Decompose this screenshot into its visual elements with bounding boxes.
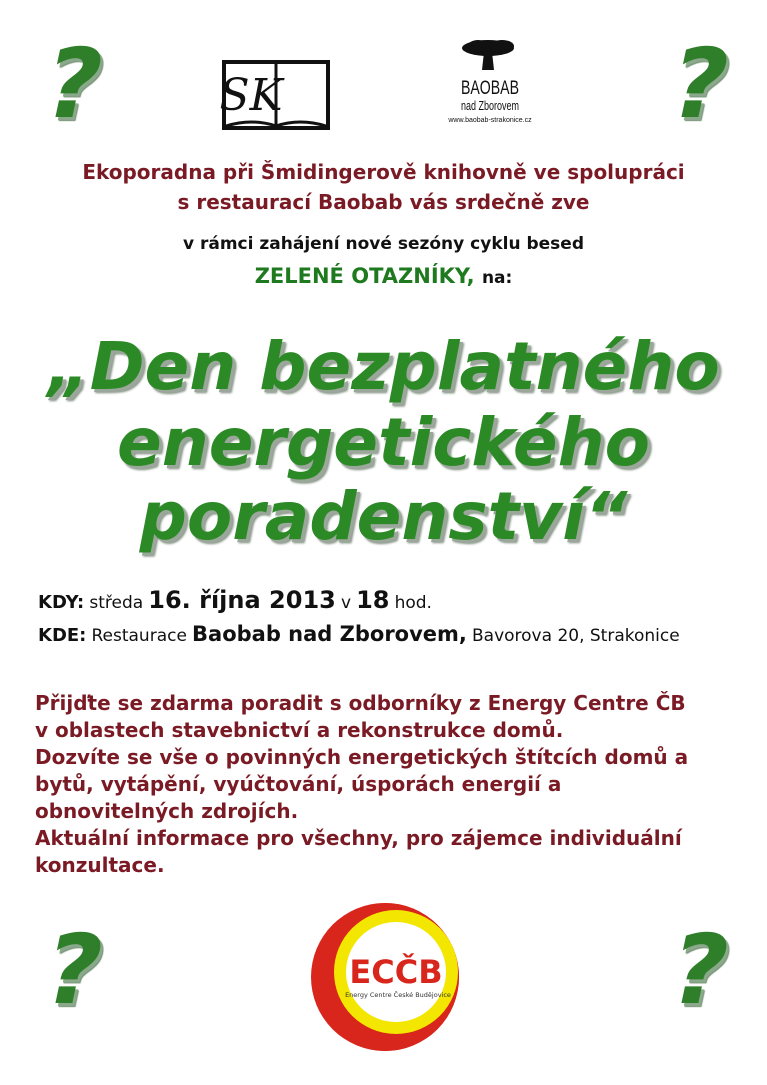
body-line: Dozvíte se vše o povinných energetických štítcích domů a — [35, 745, 689, 769]
when-date: 16. října 2013 — [148, 586, 336, 614]
eccb-logo — [308, 900, 462, 1054]
series-name: ZELENÉ OTAZNÍKY, — [254, 264, 475, 288]
header-line-2: s restaurací Baobab vás srdečně zve — [177, 190, 590, 214]
when-row — [38, 586, 432, 614]
library-logo — [219, 60, 330, 132]
title-line-3: poradenství“ — [139, 478, 628, 555]
header-line-3: v rámci zahájení nové sezóny cyklu besed — [182, 234, 584, 254]
series-suffix: na: — [481, 268, 513, 288]
question-mark-icon-bottom-left: ? — [34, 914, 114, 1026]
eccb-mark: ECČB — [349, 953, 443, 991]
when-hour-unit: hod. — [394, 593, 432, 613]
body-text — [35, 690, 735, 879]
body-line: konzultace. — [35, 853, 165, 877]
title-line-1: „Den bezplatného — [47, 328, 720, 405]
body-line: Přijďte se zdarma poradit s odborníky z Energy Centre ČB — [35, 691, 686, 715]
baobab-title: BAOBAB — [461, 78, 519, 99]
where-prefix: Restaurace — [91, 626, 187, 646]
body-line: Aktuální informace pro všechny, pro zájemce individuální — [35, 826, 682, 850]
body-line: obnovitelných zdrojích. — [35, 799, 299, 823]
series-line — [0, 264, 767, 288]
question-mark-icon-top-left: ? — [34, 28, 114, 140]
where-address: Bavorova 20, Strakonice — [472, 626, 680, 646]
eccb-caption: Energy Centre České Budějovice — [345, 991, 451, 999]
when-label: KDY: — [38, 592, 85, 613]
body-line: bytů, vytápění, vyúčtování, úsporách energií a — [35, 772, 562, 796]
where-row — [38, 622, 680, 646]
where-label: KDE: — [38, 625, 87, 646]
when-day: středa — [89, 593, 144, 613]
body-line: v oblastech stavebnictví a rekonstrukce domů. — [35, 718, 564, 742]
title-line-2: energetického — [117, 404, 650, 481]
baobab-logo — [448, 38, 532, 138]
baobab-subtitle: nad Zborovem — [461, 98, 519, 113]
question-mark-icon-top-right: ? — [660, 28, 740, 140]
header-line-1: Ekoporadna při Šmidingerově knihovně ve spolupráci — [82, 160, 685, 184]
question-mark-icon-bottom-right: ? — [660, 914, 740, 1026]
when-hour: 18 — [356, 586, 390, 614]
logo-letters: SK — [219, 70, 283, 121]
baobab-url: www.baobab-strakonice.cz — [448, 117, 532, 124]
when-at: v — [340, 593, 351, 613]
where-venue: Baobab nad Zborovem, — [192, 622, 467, 646]
